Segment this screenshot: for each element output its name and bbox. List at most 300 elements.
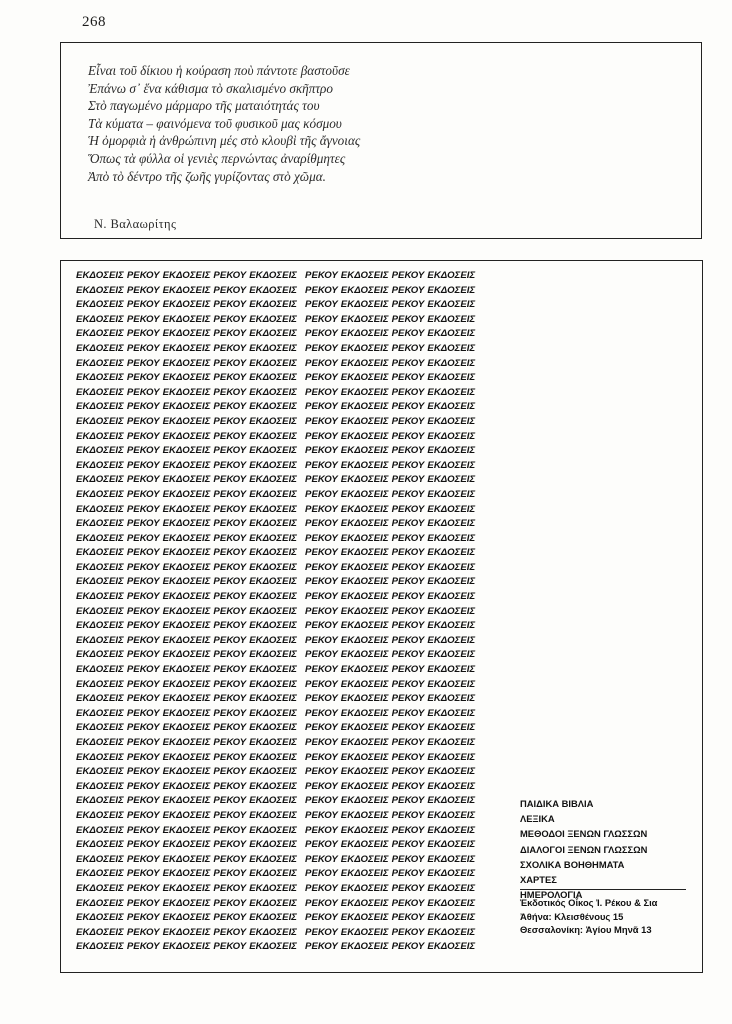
- publisher-repeat-word: ΡΕΚΟΥ: [213, 342, 247, 354]
- publisher-repeat-word: ΕΚΔΟΣΕΙΣ: [427, 386, 476, 398]
- publisher-repeat-word: ΕΚΔΟΣΕΙΣ: [162, 299, 211, 311]
- publisher-repeat-word: ΕΚΔΟΣΕΙΣ: [162, 415, 211, 427]
- publisher-repeat-word: ΡΕΚΟΥ: [213, 357, 247, 369]
- publisher-repeat-word: ΡΕΚΟΥ: [305, 576, 338, 588]
- publisher-repeat-word: ΡΕΚΟΥ: [305, 722, 338, 734]
- publisher-repeat-word: ΕΚΔΟΣΕΙΣ: [249, 270, 298, 281]
- publisher-repeat-word: ΡΕΚΟΥ: [126, 941, 160, 953]
- poem-line: Ἀπὸ τὸ δέντρο τῆς ζωῆς γυρίζοντας στὸ χῶμα.: [88, 168, 326, 184]
- publisher-repeat-word: ΡΕΚΟΥ: [391, 503, 425, 515]
- publisher-repeat-word: ΡΕΚΟΥ: [126, 693, 160, 705]
- publisher-repeat-word: ΕΚΔΟΣΕΙΣ: [76, 809, 124, 821]
- publisher-repeat-word: ΕΚΔΟΣΕΙΣ: [76, 445, 124, 457]
- publisher-repeat-word: ΕΚΔΟΣΕΙΣ: [427, 445, 476, 457]
- publisher-repeat-word: ΕΚΔΟΣΕΙΣ: [162, 751, 211, 763]
- publisher-repeat-word: ΡΕΚΟΥ: [213, 488, 247, 500]
- publisher-repeat-word: ΡΕΚΟΥ: [213, 532, 247, 544]
- publisher-repeat-word: ΕΚΔΟΣΕΙΣ: [427, 488, 476, 500]
- publisher-repeat-word: ΕΚΔΟΣΕΙΣ: [340, 795, 389, 807]
- publisher-name: Ἐκδοτικός Οἶκος Ἰ. Ρέκου & Σια: [520, 897, 658, 908]
- publisher-repeat-word: ΕΚΔΟΣΕΙΣ: [340, 342, 389, 354]
- publisher-repeat-word: ΕΚΔΟΣΕΙΣ: [249, 912, 298, 924]
- publisher-repeat-word: ΕΚΔΟΣΕΙΣ: [76, 707, 124, 719]
- publisher-repeat-word: ΡΕΚΟΥ: [213, 620, 247, 632]
- publisher-repeat-word: ΕΚΔΟΣΕΙΣ: [162, 678, 211, 690]
- publisher-repeat-row: [76, 707, 478, 722]
- publisher-repeat-word: ΕΚΔΟΣΕΙΣ: [340, 415, 389, 427]
- publisher-repeat-word: ΡΕΚΟΥ: [213, 751, 247, 763]
- divider: [520, 889, 686, 890]
- publisher-repeat-word: ΕΚΔΟΣΕΙΣ: [249, 430, 298, 442]
- publisher-repeat-word: ΡΕΚΟΥ: [305, 270, 338, 281]
- publisher-repeat-word: ΡΕΚΟΥ: [391, 576, 425, 588]
- publisher-repeat-word: ΕΚΔΟΣΕΙΣ: [76, 561, 124, 573]
- publisher-repeat-word: ΕΚΔΟΣΕΙΣ: [427, 430, 476, 442]
- publisher-repeat-word: ΕΚΔΟΣΕΙΣ: [249, 488, 298, 500]
- publisher-repeat-word: ΕΚΔΟΣΕΙΣ: [427, 620, 476, 632]
- publisher-repeat-word: ΕΚΔΟΣΕΙΣ: [76, 693, 124, 705]
- publisher-repeat-word: ΕΚΔΟΣΕΙΣ: [340, 853, 389, 865]
- publisher-repeat-word: ΕΚΔΟΣΕΙΣ: [162, 897, 211, 909]
- publisher-repeat-word: ΕΚΔΟΣΕΙΣ: [340, 693, 389, 705]
- publisher-repeat-word: ΡΕΚΟΥ: [126, 547, 160, 559]
- publisher-repeat-word: ΡΕΚΟΥ: [213, 313, 247, 325]
- publisher-repeat-word: ΕΚΔΟΣΕΙΣ: [76, 270, 124, 281]
- publisher-repeat-word: ΕΚΔΟΣΕΙΣ: [249, 678, 298, 690]
- publisher-repeat-word: ΡΕΚΟΥ: [213, 795, 247, 807]
- publisher-repeat-word: ΕΚΔΟΣΕΙΣ: [249, 357, 298, 369]
- publisher-repeat-word: ΕΚΔΟΣΕΙΣ: [427, 591, 476, 603]
- publisher-repeat-word: ΕΚΔΟΣΕΙΣ: [340, 839, 389, 851]
- publisher-repeat-row: [76, 619, 478, 634]
- publisher-repeat-word: ΕΚΔΟΣΕΙΣ: [162, 868, 211, 880]
- publisher-repeat-word: ΡΕΚΟΥ: [391, 401, 425, 413]
- publisher-repeat-word: ΕΚΔΟΣΕΙΣ: [76, 576, 124, 588]
- publisher-repeat-word: ΕΚΔΟΣΕΙΣ: [427, 518, 476, 530]
- publisher-repeat-word: ΡΕΚΟΥ: [213, 722, 247, 734]
- poem-line: Ἡ ὀμορφιὰ ἡ ἀνθρώπινη μές στὸ κλουβὶ τῆς ἄγνοιας: [88, 133, 361, 149]
- publisher-repeat-word: ΡΕΚΟΥ: [391, 780, 425, 792]
- publisher-repeat-word: ΡΕΚΟΥ: [305, 737, 338, 748]
- publisher-repeat-word: ΡΕΚΟΥ: [126, 795, 160, 807]
- publisher-repeat-word: ΡΕΚΟΥ: [126, 751, 160, 763]
- publisher-repeat-word: ΕΚΔΟΣΕΙΣ: [340, 313, 389, 325]
- publisher-repeat-row: [76, 721, 478, 736]
- publisher-repeat-word: ΡΕΚΟΥ: [391, 299, 425, 311]
- publisher-repeat-word: ΕΚΔΟΣΕΙΣ: [162, 445, 211, 457]
- publisher-repeat-word: ΡΕΚΟΥ: [213, 518, 247, 530]
- publisher-repeat-word: ΡΕΚΟΥ: [126, 664, 160, 676]
- publisher-repeat-word: ΡΕΚΟΥ: [305, 386, 338, 398]
- publisher-repeat-word: ΡΕΚΟΥ: [126, 430, 160, 442]
- publisher-repeat-word: ΡΕΚΟΥ: [213, 941, 247, 953]
- publisher-repeat-word: ΡΕΚΟΥ: [305, 284, 338, 296]
- publisher-repeat-word: ΡΕΚΟΥ: [391, 270, 425, 281]
- publisher-repeat-word: ΡΕΚΟΥ: [126, 926, 160, 938]
- publisher-repeat-word: ΕΚΔΟΣΕΙΣ: [340, 328, 389, 340]
- publisher-repeat-word: ΡΕΚΟΥ: [126, 707, 160, 719]
- publisher-repeat-word: ΕΚΔΟΣΕΙΣ: [249, 591, 298, 603]
- publisher-repeat-word: ΕΚΔΟΣΕΙΣ: [427, 503, 476, 515]
- publisher-repeat-word: ΡΕΚΟΥ: [391, 751, 425, 763]
- publisher-repeat-word: ΕΚΔΟΣΕΙΣ: [162, 342, 211, 354]
- publisher-repeat-word: ΡΕΚΟΥ: [126, 649, 160, 661]
- publisher-repeat-word: ΕΚΔΟΣΕΙΣ: [340, 737, 389, 748]
- publisher-repeat-word: ΕΚΔΟΣΕΙΣ: [249, 547, 298, 559]
- publisher-repeat-row: [76, 357, 478, 372]
- publisher-repeat-word: ΕΚΔΟΣΕΙΣ: [249, 634, 298, 646]
- publisher-repeat-word: ΡΕΚΟΥ: [305, 474, 338, 486]
- advertisement-box: [60, 260, 703, 973]
- publisher-repeat-word: ΕΚΔΟΣΕΙΣ: [162, 518, 211, 530]
- publisher-repeat-word: ΕΚΔΟΣΕΙΣ: [340, 620, 389, 632]
- publisher-repeat-row: [76, 517, 478, 532]
- publisher-repeat-word: ΕΚΔΟΣΕΙΣ: [249, 722, 298, 734]
- publisher-repeat-word: ΡΕΚΟΥ: [126, 357, 160, 369]
- publisher-repeat-word: ΕΚΔΟΣΕΙΣ: [162, 284, 211, 296]
- publisher-repeat-word: ΕΚΔΟΣΕΙΣ: [340, 459, 389, 471]
- publisher-repeat-word: ΡΕΚΟΥ: [213, 591, 247, 603]
- publisher-repeat-word: ΕΚΔΟΣΕΙΣ: [340, 824, 389, 836]
- publisher-repeat-word: ΕΚΔΟΣΕΙΣ: [76, 912, 124, 924]
- publisher-repeat-word: ΡΕΚΟΥ: [305, 780, 338, 792]
- publisher-repeat-word: ΕΚΔΟΣΕΙΣ: [249, 474, 298, 486]
- poem-line: Εἶναι τοῦ δίκιου ἡ κούραση ποὺ πάντοτε βαστοῦσε: [88, 63, 350, 78]
- publisher-repeat-word: ΕΚΔΟΣΕΙΣ: [340, 561, 389, 573]
- publisher-repeat-word: ΡΕΚΟΥ: [213, 415, 247, 427]
- publisher-repeat-word: ΡΕΚΟΥ: [126, 342, 160, 354]
- publisher-repeat-row: [76, 736, 478, 751]
- publisher-repeat-word: ΡΕΚΟΥ: [213, 868, 247, 880]
- publisher-repeat-word: ΡΕΚΟΥ: [305, 605, 338, 617]
- publisher-repeat-word: ΕΚΔΟΣΕΙΣ: [340, 445, 389, 457]
- publisher-repeat-word: ΕΚΔΟΣΕΙΣ: [340, 751, 389, 763]
- publisher-repeat-word: ΡΕΚΟΥ: [391, 313, 425, 325]
- publisher-repeat-row: [76, 838, 478, 853]
- publisher-repeat-row: [76, 473, 478, 488]
- publisher-repeat-word: ΕΚΔΟΣΕΙΣ: [162, 824, 211, 836]
- publisher-repeat-word: ΕΚΔΟΣΕΙΣ: [340, 707, 389, 719]
- publisher-repeat-row: [76, 678, 478, 693]
- publisher-repeat-word: ΕΚΔΟΣΕΙΣ: [340, 868, 389, 880]
- publisher-repeat-word: ΡΕΚΟΥ: [126, 853, 160, 865]
- publisher-repeat-word: ΕΚΔΟΣΕΙΣ: [249, 824, 298, 836]
- publisher-repeat-word: ΡΕΚΟΥ: [213, 766, 247, 778]
- publisher-repeat-word: ΡΕΚΟΥ: [213, 430, 247, 442]
- publisher-repeat-row: [76, 780, 478, 795]
- publisher-repeat-row: [76, 605, 478, 620]
- publisher-repeat-word: ΡΕΚΟΥ: [213, 459, 247, 471]
- publisher-repeat-word: ΡΕΚΟΥ: [305, 634, 338, 646]
- publisher-repeat-row: [76, 634, 478, 649]
- publisher-repeat-row: [76, 575, 478, 590]
- publisher-repeat-row: [76, 284, 478, 299]
- poem-author: Ν. Βαλαωρίτης: [94, 217, 177, 231]
- poem-text: [88, 62, 360, 185]
- publisher-repeat-word: ΕΚΔΟΣΕΙΣ: [76, 634, 124, 646]
- publisher-repeat-word: ΕΚΔΟΣΕΙΣ: [249, 313, 298, 325]
- publisher-repeat-word: ΕΚΔΟΣΕΙΣ: [249, 415, 298, 427]
- publisher-repeat-word: ΕΚΔΟΣΕΙΣ: [76, 415, 124, 427]
- publisher-repeat-word: ΡΕΚΟΥ: [305, 561, 338, 573]
- publisher-repeat-word: ΕΚΔΟΣΕΙΣ: [427, 780, 476, 792]
- publisher-repeat-row: [76, 532, 478, 547]
- publisher-repeat-word: ΕΚΔΟΣΕΙΣ: [249, 561, 298, 573]
- publisher-repeat-word: ΡΕΚΟΥ: [126, 620, 160, 632]
- publisher-repeat-word: ΡΕΚΟΥ: [391, 678, 425, 690]
- publisher-repeat-word: ΕΚΔΟΣΕΙΣ: [340, 722, 389, 734]
- publisher-repeat-word: ΕΚΔΟΣΕΙΣ: [76, 766, 124, 778]
- publisher-repeat-row: [76, 867, 478, 882]
- publisher-repeat-row: [76, 400, 478, 415]
- publisher-repeat-word: ΡΕΚΟΥ: [126, 270, 160, 281]
- poem-line: Στὸ παγωμένο μάρμαρο τῆς ματαιότητάς του: [88, 98, 320, 114]
- publisher-repeat-word: ΕΚΔΟΣΕΙΣ: [427, 941, 476, 953]
- publisher-repeat-word: ΕΚΔΟΣΕΙΣ: [249, 459, 298, 471]
- publisher-repeat-word: ΕΚΔΟΣΕΙΣ: [162, 707, 211, 719]
- publisher-repeat-word: ΡΕΚΟΥ: [126, 780, 160, 792]
- publisher-repeat-word: ΡΕΚΟΥ: [126, 488, 160, 500]
- publisher-repeat-word: ΡΕΚΟΥ: [126, 474, 160, 486]
- publisher-repeat-word: ΕΚΔΟΣΕΙΣ: [249, 284, 298, 296]
- publisher-repeat-word: ΡΕΚΟΥ: [305, 824, 338, 836]
- publisher-repeat-row: [76, 911, 478, 926]
- publisher-repeat-word: ΕΚΔΟΣΕΙΣ: [76, 284, 124, 296]
- publisher-repeat-word: ΡΕΚΟΥ: [391, 372, 425, 384]
- publisher-repeat-word: ΕΚΔΟΣΕΙΣ: [340, 386, 389, 398]
- publisher-repeat-word: ΕΚΔΟΣΕΙΣ: [76, 547, 124, 559]
- publisher-repeat-word: ΕΚΔΟΣΕΙΣ: [249, 532, 298, 544]
- publisher-repeat-row: [76, 561, 478, 576]
- publisher-repeat-row: [76, 415, 478, 430]
- publisher-repeat-word: ΡΕΚΟΥ: [305, 357, 338, 369]
- publisher-repeat-row: [76, 648, 478, 663]
- publisher-repeat-word: ΕΚΔΟΣΕΙΣ: [76, 664, 124, 676]
- publisher-repeat-word: ΕΚΔΟΣΕΙΣ: [76, 780, 124, 792]
- publisher-repeat-word: ΕΚΔΟΣΕΙΣ: [340, 678, 389, 690]
- publisher-repeat-word: ΕΚΔΟΣΕΙΣ: [249, 518, 298, 530]
- publisher-repeat-word: ΕΚΔΟΣΕΙΣ: [427, 795, 476, 807]
- publisher-repeat-word: ΕΚΔΟΣΕΙΣ: [340, 926, 389, 938]
- publisher-repeat-word: ΕΚΔΟΣΕΙΣ: [162, 386, 211, 398]
- publisher-repeat-word: ΕΚΔΟΣΕΙΣ: [162, 912, 211, 924]
- publisher-repeat-word: ΕΚΔΟΣΕΙΣ: [427, 853, 476, 865]
- publisher-repeat-word: ΡΕΚΟΥ: [213, 809, 247, 821]
- publisher-repeat-word: ΡΕΚΟΥ: [391, 882, 425, 894]
- publisher-repeat-word: ΕΚΔΟΣΕΙΣ: [340, 882, 389, 894]
- publisher-repeat-row: [76, 342, 478, 357]
- publisher-repeat-word: ΕΚΔΟΣΕΙΣ: [427, 868, 476, 880]
- publisher-repeat-word: ΡΕΚΟΥ: [305, 664, 338, 676]
- publisher-repeat-word: ΕΚΔΟΣΕΙΣ: [162, 357, 211, 369]
- publisher-repeat-word: ΕΚΔΟΣΕΙΣ: [76, 824, 124, 836]
- publisher-repeat-word: ΕΚΔΟΣΕΙΣ: [340, 576, 389, 588]
- publisher-repeat-word: ΕΚΔΟΣΕΙΣ: [427, 372, 476, 384]
- publisher-repeat-word: ΕΚΔΟΣΕΙΣ: [249, 926, 298, 938]
- publisher-repeat-word: ΡΕΚΟΥ: [391, 693, 425, 705]
- publisher-repeat-word: ΕΚΔΟΣΕΙΣ: [162, 620, 211, 632]
- publisher-repeat-word: ΕΚΔΟΣΕΙΣ: [162, 401, 211, 413]
- publisher-repeat-row: [76, 765, 478, 780]
- publisher-repeat-word: ΕΚΔΟΣΕΙΣ: [427, 299, 476, 311]
- publisher-repeat-word: ΕΚΔΟΣΕΙΣ: [76, 313, 124, 325]
- publisher-repeat-word: ΕΚΔΟΣΕΙΣ: [76, 678, 124, 690]
- publisher-repeat-row: [76, 882, 478, 897]
- publisher-repeat-word: ΕΚΔΟΣΕΙΣ: [162, 882, 211, 894]
- publisher-repeat-word: ΡΕΚΟΥ: [391, 868, 425, 880]
- publisher-repeat-word: ΡΕΚΟΥ: [305, 518, 338, 530]
- publisher-repeat-word: ΕΚΔΟΣΕΙΣ: [427, 459, 476, 471]
- publisher-repeat-word: ΕΚΔΟΣΕΙΣ: [427, 912, 476, 924]
- publisher-repeat-word: ΡΕΚΟΥ: [305, 503, 338, 515]
- publisher-repeat-word: ΡΕΚΟΥ: [213, 605, 247, 617]
- publisher-repeat-word: ΡΕΚΟΥ: [305, 853, 338, 865]
- publisher-repeat-word: ΕΚΔΟΣΕΙΣ: [249, 401, 298, 413]
- publisher-repeat-word: ΕΚΔΟΣΕΙΣ: [162, 488, 211, 500]
- publisher-repeat-word: ΕΚΔΟΣΕΙΣ: [340, 780, 389, 792]
- publisher-repeat-word: ΕΚΔΟΣΕΙΣ: [340, 912, 389, 924]
- publisher-repeat-word: ΡΕΚΟΥ: [391, 941, 425, 953]
- publisher-repeat-word: ΡΕΚΟΥ: [391, 897, 425, 909]
- publisher-repeat-word: ΡΕΚΟΥ: [305, 532, 338, 544]
- publisher-repeat-word: ΕΚΔΟΣΕΙΣ: [162, 328, 211, 340]
- publisher-repeat-word: ΕΚΔΟΣΕΙΣ: [76, 459, 124, 471]
- publisher-repeat-word: ΕΚΔΟΣΕΙΣ: [76, 926, 124, 938]
- publisher-repeat-word: ΡΕΚΟΥ: [213, 561, 247, 573]
- publisher-repeat-word: ΡΕΚΟΥ: [213, 737, 247, 748]
- publisher-repeat-row: [76, 386, 478, 401]
- publisher-repeat-word: ΕΚΔΟΣΕΙΣ: [249, 386, 298, 398]
- publisher-repeat-word: ΡΕΚΟΥ: [391, 649, 425, 661]
- publisher-repeat-row: [76, 809, 478, 824]
- publisher-repeat-word: ΕΚΔΟΣΕΙΣ: [162, 430, 211, 442]
- publisher-repeat-word: ΕΚΔΟΣΕΙΣ: [249, 299, 298, 311]
- publisher-repeat-word: ΡΕΚΟΥ: [391, 445, 425, 457]
- publisher-repeat-word: ΕΚΔΟΣΕΙΣ: [340, 809, 389, 821]
- category-item: ΠΑΙΔΙΚΑ ΒΙΒΛΙΑ: [520, 798, 594, 809]
- publisher-repeat-word: ΡΕΚΟΥ: [305, 299, 338, 311]
- publisher-repeat-word: ΡΕΚΟΥ: [305, 678, 338, 690]
- publisher-repeat-word: ΕΚΔΟΣΕΙΣ: [162, 576, 211, 588]
- publisher-repeat-word: ΡΕΚΟΥ: [391, 809, 425, 821]
- publisher-repeat-word: ΡΕΚΟΥ: [391, 605, 425, 617]
- category-item: ΣΧΟΛΙΚΑ ΒΟΗΘΗΜΑΤΑ: [520, 858, 625, 870]
- publisher-repeat-word: ΡΕΚΟΥ: [213, 401, 247, 413]
- publisher-repeat-word: ΡΕΚΟΥ: [305, 459, 338, 471]
- publisher-repeat-word: ΕΚΔΟΣΕΙΣ: [76, 488, 124, 500]
- publisher-repeat-word: ΡΕΚΟΥ: [391, 532, 425, 544]
- poem-line: Ἐπάνω σ᾽ ἕνα κάθισμα τὸ σκαλισμένο σκῆπτρο: [88, 80, 333, 96]
- publisher-repeat-row: [76, 546, 478, 561]
- publisher-repeat-row: [76, 897, 478, 912]
- publisher-repeat-word: ΕΚΔΟΣΕΙΣ: [427, 882, 476, 894]
- publisher-repeat-word: ΡΕΚΟΥ: [305, 547, 338, 559]
- publisher-repeat-word: ΡΕΚΟΥ: [305, 795, 338, 807]
- publisher-repeat-word: ΕΚΔΟΣΕΙΣ: [162, 853, 211, 865]
- publisher-repeat-word: ΡΕΚΟΥ: [391, 518, 425, 530]
- publisher-repeat-word: ΕΚΔΟΣΕΙΣ: [162, 649, 211, 661]
- publisher-repeat-word: ΡΕΚΟΥ: [305, 415, 338, 427]
- publisher-repeat-word: ΕΚΔΟΣΕΙΣ: [249, 751, 298, 763]
- publisher-repeat-word: ΕΚΔΟΣΕΙΣ: [427, 766, 476, 778]
- publisher-repeat-word: ΕΚΔΟΣΕΙΣ: [249, 882, 298, 894]
- publisher-repeat-word: ΕΚΔΟΣΕΙΣ: [76, 882, 124, 894]
- publisher-repeat-word: ΕΚΔΟΣΕΙΣ: [162, 503, 211, 515]
- publisher-repeat-word: ΕΚΔΟΣΕΙΣ: [340, 518, 389, 530]
- publisher-repeat-word: ΡΕΚΟΥ: [126, 415, 160, 427]
- publisher-repeat-row: [76, 940, 478, 955]
- publisher-repeat-word: ΡΕΚΟΥ: [213, 284, 247, 296]
- publisher-repeat-word: ΡΕΚΟΥ: [391, 459, 425, 471]
- publisher-repeat-word: ΕΚΔΟΣΕΙΣ: [427, 313, 476, 325]
- publisher-repeat-word: ΡΕΚΟΥ: [391, 722, 425, 734]
- publisher-repeat-word: ΕΚΔΟΣΕΙΣ: [76, 751, 124, 763]
- publisher-repeat-word: ΕΚΔΟΣΕΙΣ: [340, 649, 389, 661]
- publisher-repeat-word: ΕΚΔΟΣΕΙΣ: [427, 707, 476, 719]
- publisher-repeat-word: ΡΕΚΟΥ: [391, 430, 425, 442]
- publisher-repeat-row: [76, 327, 478, 342]
- publisher-repeat-word: ΕΚΔΟΣΕΙΣ: [427, 751, 476, 763]
- publisher-repeat-word: ΡΕΚΟΥ: [213, 649, 247, 661]
- publisher-repeat-word: ΕΚΔΟΣΕΙΣ: [76, 722, 124, 734]
- poem-box: [60, 42, 702, 239]
- publisher-repeat-word: ΕΚΔΟΣΕΙΣ: [76, 299, 124, 311]
- publisher-repeat-word: ΕΚΔΟΣΕΙΣ: [249, 649, 298, 661]
- publisher-repeat-word: ΕΚΔΟΣΕΙΣ: [76, 386, 124, 398]
- publisher-repeat-word: ΕΚΔΟΣΕΙΣ: [340, 532, 389, 544]
- publisher-repeat-word: ΕΚΔΟΣΕΙΣ: [76, 868, 124, 880]
- publisher-repeat-row: [76, 853, 478, 868]
- repeated-publisher-rows: [76, 269, 478, 955]
- publisher-repeat-word: ΕΚΔΟΣΕΙΣ: [76, 897, 124, 909]
- publisher-repeat-word: ΕΚΔΟΣΕΙΣ: [249, 664, 298, 676]
- publisher-repeat-word: ΕΚΔΟΣΕΙΣ: [427, 664, 476, 676]
- publisher-repeat-word: ΡΕΚΟΥ: [305, 926, 338, 938]
- publisher-repeat-word: ΕΚΔΟΣΕΙΣ: [76, 503, 124, 515]
- publisher-repeat-word: ΡΕΚΟΥ: [213, 664, 247, 676]
- publisher-repeat-word: ΡΕΚΟΥ: [305, 897, 338, 909]
- publisher-repeat-word: ΡΕΚΟΥ: [305, 342, 338, 354]
- publisher-repeat-word: ΕΚΔΟΣΕΙΣ: [427, 401, 476, 413]
- publisher-repeat-word: ΕΚΔΟΣΕΙΣ: [340, 547, 389, 559]
- publisher-repeat-word: ΕΚΔΟΣΕΙΣ: [162, 941, 211, 953]
- publisher-repeat-row: [76, 313, 478, 328]
- publisher-repeat-word: ΡΕΚΟΥ: [305, 839, 338, 851]
- publisher-repeat-word: ΡΕΚΟΥ: [126, 824, 160, 836]
- publisher-repeat-word: ΡΕΚΟΥ: [126, 591, 160, 603]
- publisher-repeat-word: ΕΚΔΟΣΕΙΣ: [249, 853, 298, 865]
- publisher-repeat-word: ΕΚΔΟΣΕΙΣ: [427, 561, 476, 573]
- publisher-repeat-word: ΡΕΚΟΥ: [213, 678, 247, 690]
- publisher-repeat-word: ΕΚΔΟΣΕΙΣ: [249, 809, 298, 821]
- publisher-repeat-word: ΡΕΚΟΥ: [213, 693, 247, 705]
- publisher-repeat-word: ΕΚΔΟΣΕΙΣ: [76, 605, 124, 617]
- publisher-repeat-word: ΕΚΔΟΣΕΙΣ: [249, 780, 298, 792]
- publisher-repeat-word: ΡΕΚΟΥ: [213, 707, 247, 719]
- publisher-repeat-word: ΡΕΚΟΥ: [213, 780, 247, 792]
- publisher-repeat-word: ΡΕΚΟΥ: [391, 664, 425, 676]
- publisher-repeat-word: ΡΕΚΟΥ: [391, 795, 425, 807]
- publisher-repeat-word: ΕΚΔΟΣΕΙΣ: [427, 839, 476, 851]
- publisher-repeat-word: ΕΚΔΟΣΕΙΣ: [427, 532, 476, 544]
- publisher-repeat-word: ΡΕΚΟΥ: [213, 299, 247, 311]
- publisher-repeat-word: ΕΚΔΟΣΕΙΣ: [340, 605, 389, 617]
- publisher-repeat-word: ΡΕΚΟΥ: [126, 386, 160, 398]
- publisher-repeat-word: ΡΕΚΟΥ: [126, 372, 160, 384]
- publisher-repeat-word: ΕΚΔΟΣΕΙΣ: [340, 401, 389, 413]
- publisher-repeat-word: ΡΕΚΟΥ: [213, 926, 247, 938]
- publisher-repeat-word: ΡΕΚΟΥ: [213, 853, 247, 865]
